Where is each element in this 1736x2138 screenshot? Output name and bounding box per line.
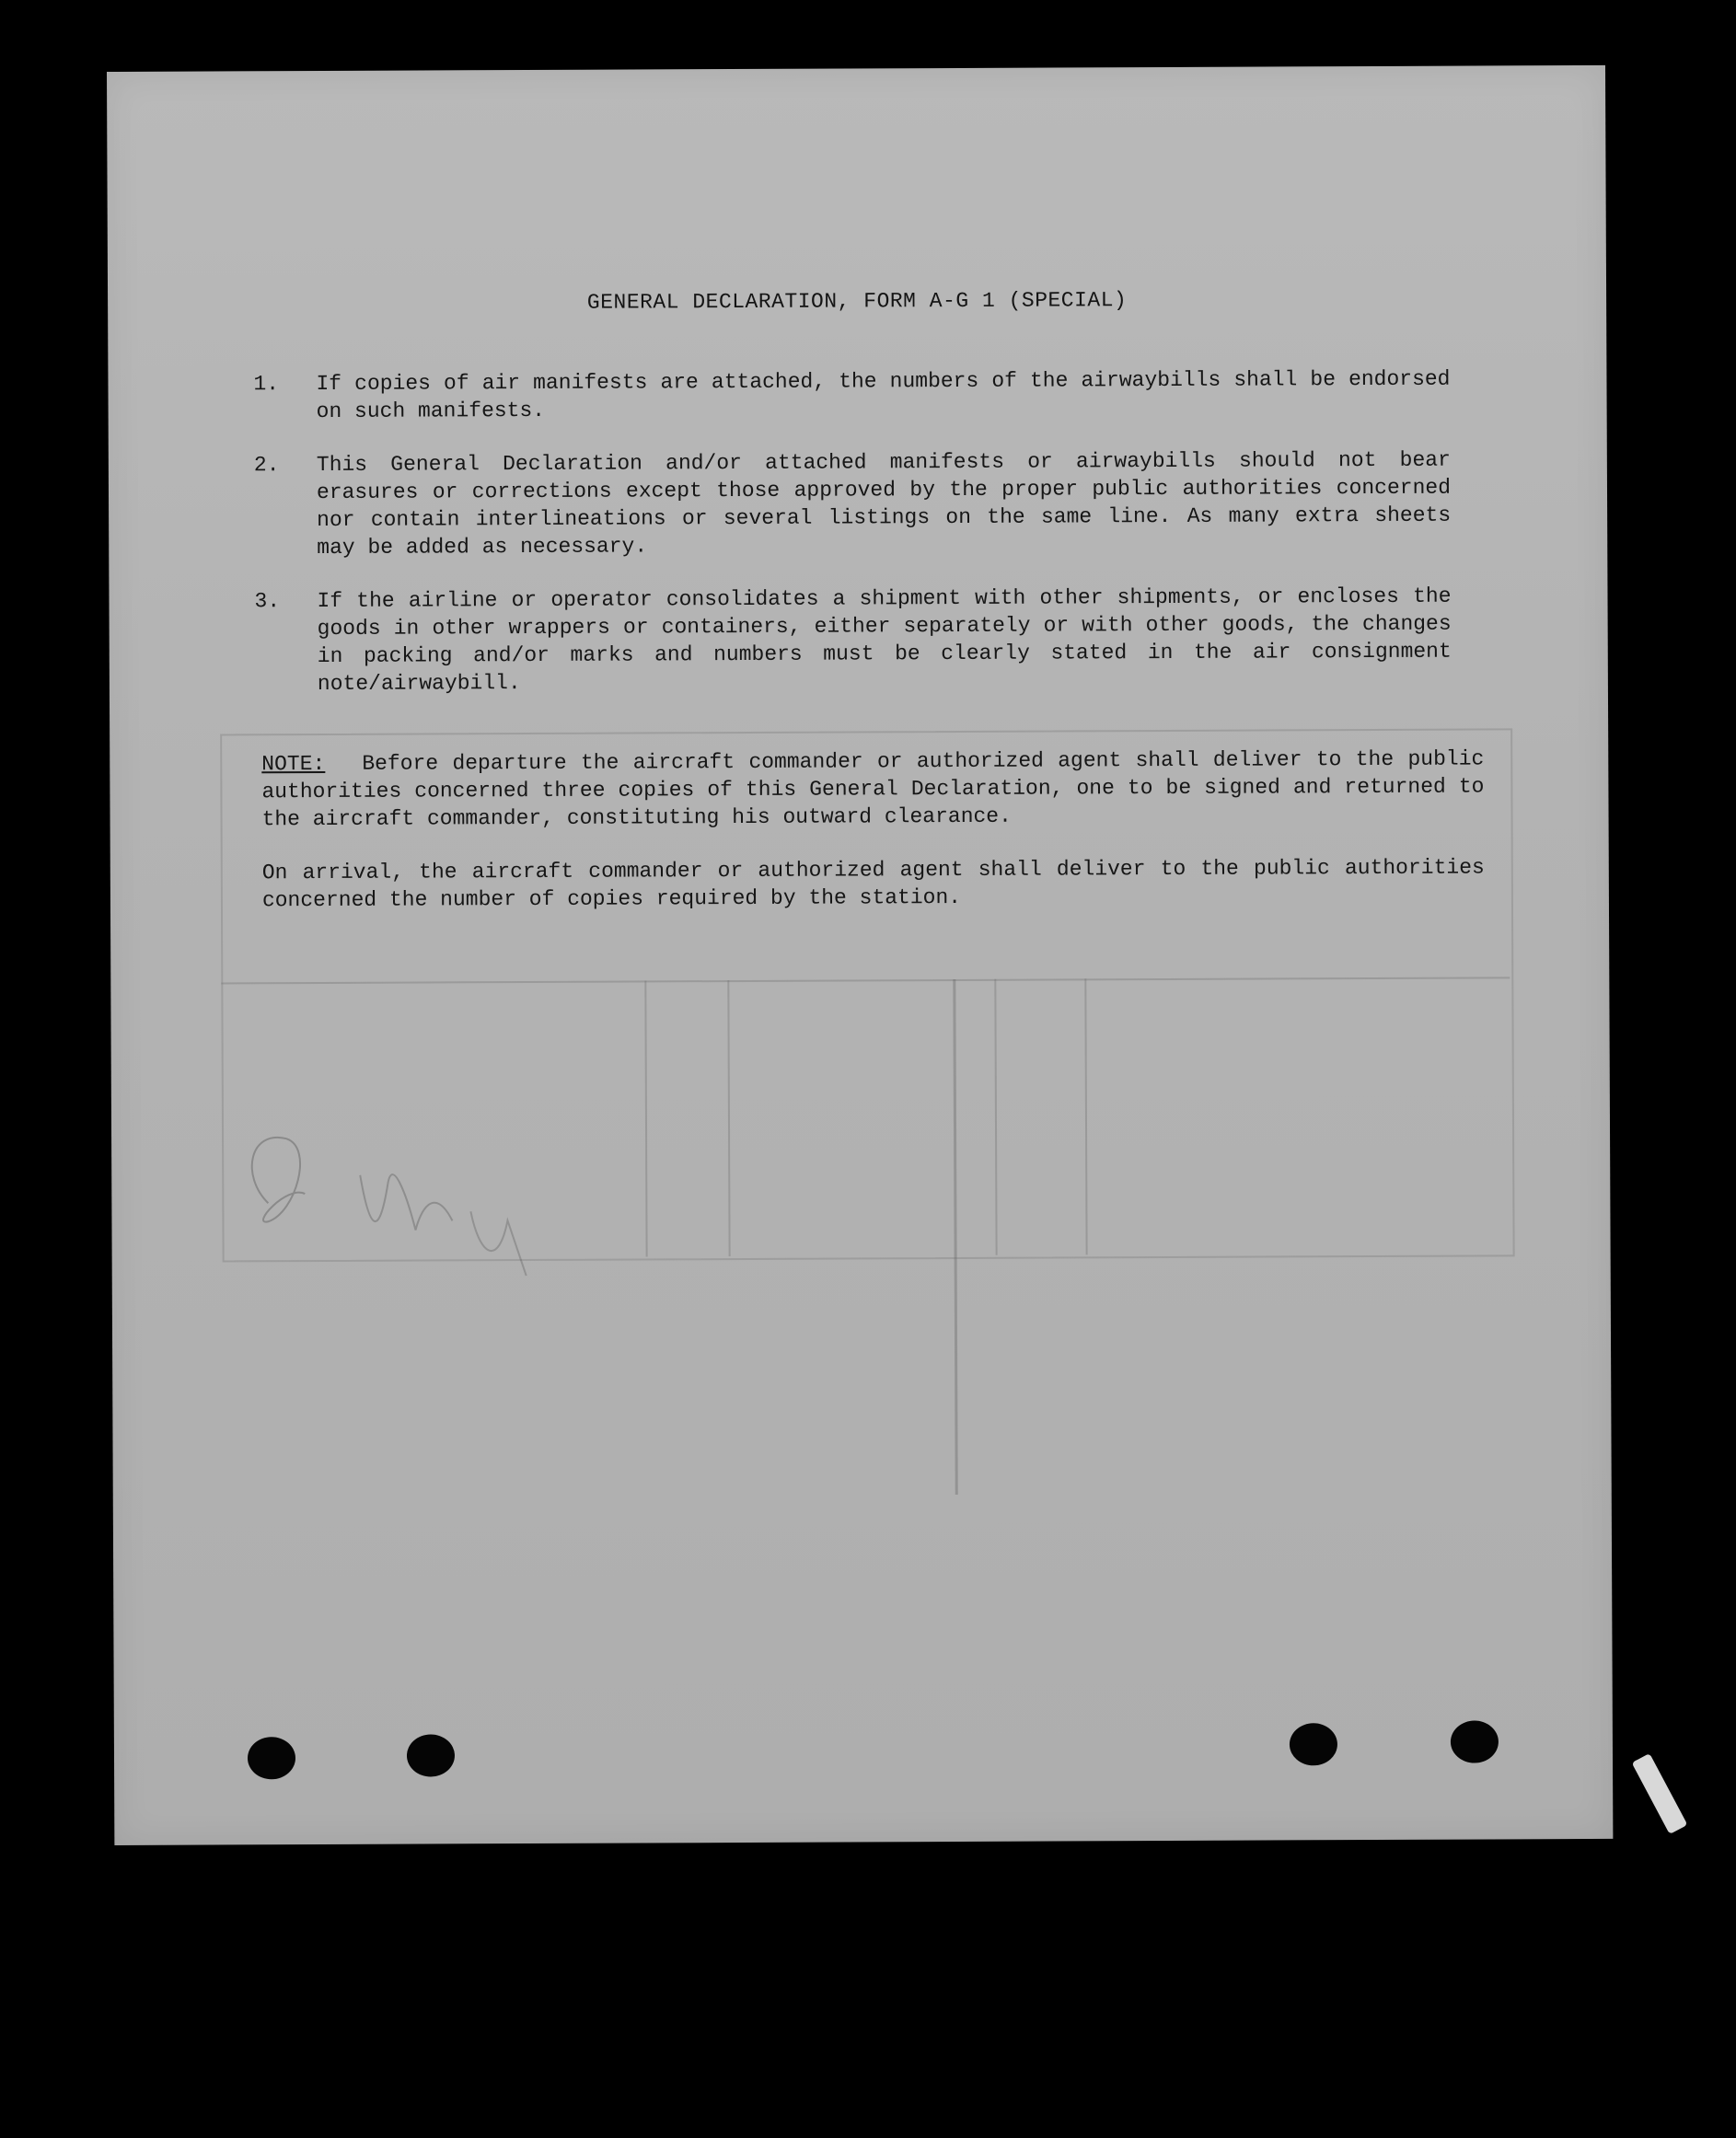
note-section [261, 745, 1485, 940]
paper-tab-fragment [1632, 1753, 1688, 1834]
punch-hole [1290, 1723, 1337, 1765]
show-through-column [644, 980, 647, 1256]
note-paragraph [261, 745, 1484, 833]
document-sheet [107, 65, 1613, 1845]
note-text: Before departure the aircraft commander or authorized agent shall deliver to the public authorities concerned three copies of this General Declaration, one to be signed and returned to the aircraft commander, constituting his outward clearance. [261, 746, 1485, 832]
item-text: This General Declaration and/or attached manifests or airwaybills should not bear erasures or corrections except those approved by the proper public authorities concerned nor contain interlineations or several listings on the same line. As many extra sheets may be added as necessary. [316, 447, 1452, 561]
item-text: If copies of air manifests are attached, the numbers of the airwaybills shall be endorsed on such manifests. [316, 366, 1451, 424]
item-number: 2. [253, 453, 280, 478]
show-through-column [994, 979, 997, 1255]
item-number: 1. [253, 372, 280, 397]
instruction-list [253, 365, 1452, 724]
paper-crease [953, 979, 957, 1495]
document-title: GENERAL DECLARATION, FORM A-G 1 (SPECIAL) [586, 288, 1128, 315]
show-through-column [1084, 978, 1087, 1254]
item-text: If the airline or operator consolidates a shipment with other shipments, or encloses the goods in other wrappers or containers, either separately or with other goods, the changes in packing and/or marks and numbers must be clearly stated in the air consignment note/airwaybill. [317, 584, 1452, 697]
instruction-item [253, 365, 1450, 426]
instruction-item [254, 446, 1452, 562]
show-through-column [727, 980, 730, 1256]
show-through-rule [221, 977, 1510, 984]
note-label: NOTE: [261, 751, 326, 777]
punch-hole [1451, 1720, 1499, 1762]
instruction-item [254, 583, 1452, 699]
punch-hole [407, 1734, 455, 1776]
show-through-signature [231, 1073, 600, 1287]
item-number: 3. [254, 589, 281, 614]
punch-hole [248, 1737, 295, 1779]
arrival-paragraph: On arrival, the aircraft commander or authorized agent shall deliver to the public authorities concerned the number of copies required by the station. [261, 855, 1485, 913]
